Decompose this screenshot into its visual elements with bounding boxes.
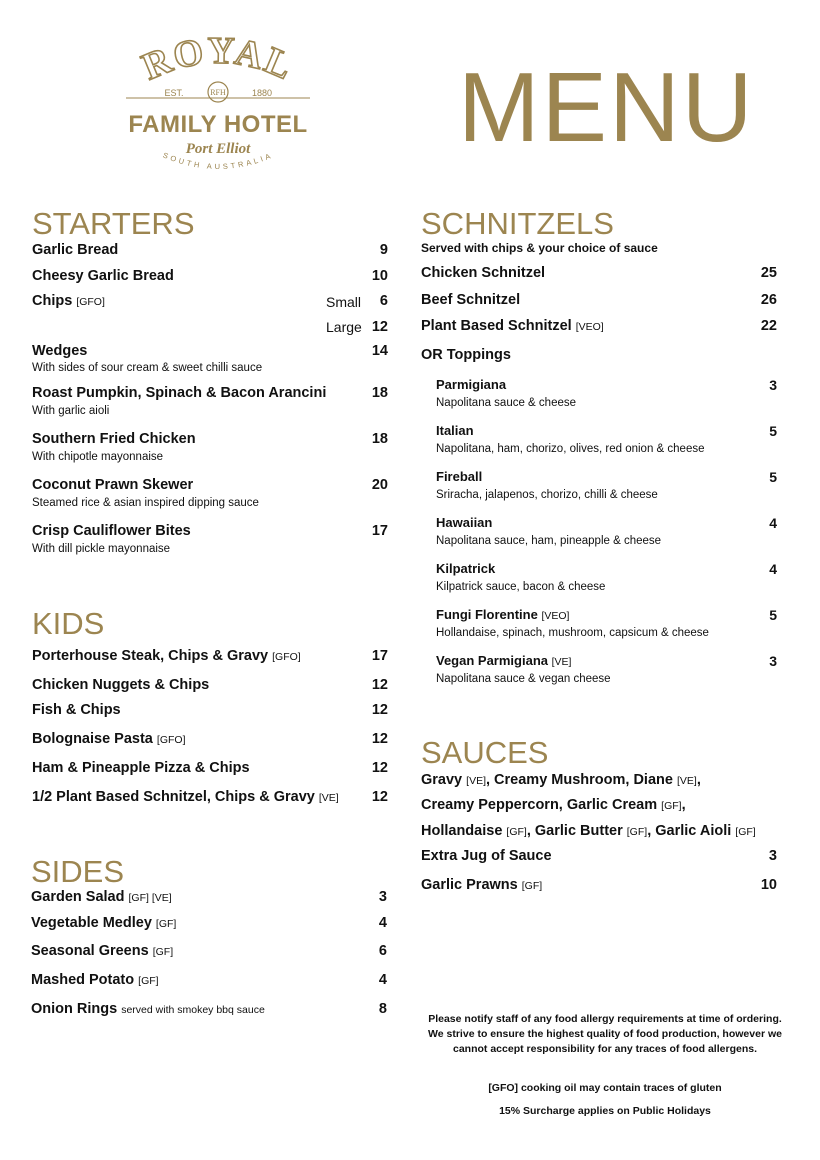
topping-price: 3 xyxy=(769,653,777,669)
toppings-heading: OR Toppings xyxy=(421,347,511,363)
size-label: Small xyxy=(326,294,362,310)
sides-item: Garden Salad [GF] [VE] xyxy=(31,889,172,905)
dietary-tag: [GF] xyxy=(138,975,159,987)
topping-price: 5 xyxy=(769,469,777,485)
sauce-extra-price: 10 xyxy=(760,877,777,893)
topping-price: 5 xyxy=(769,423,777,439)
starter-price: 10 xyxy=(371,268,388,284)
kids-price: 12 xyxy=(371,760,388,776)
svg-text:ROYAL: ROYAL xyxy=(136,36,300,89)
sides-item: Vegetable Medley [GF] xyxy=(31,915,177,931)
dietary-tag: [GFO] xyxy=(76,296,105,308)
starter-price: 18 xyxy=(371,385,388,401)
topping-price: 5 xyxy=(769,607,777,623)
sauce-extra-item: Garlic Prawns [GF] xyxy=(421,877,543,893)
kids-price: 12 xyxy=(371,789,388,805)
allergy-notice: Please notify staff of any food allergy requirements at time of ordering. We strive to ensure the highest quality of food production, however we cannot accept responsibility for any traces of food allergens. xyxy=(428,1013,782,1055)
topping-item: Kilpatrick xyxy=(436,561,496,576)
starter-item: Cheesy Garlic Bread xyxy=(32,268,174,284)
topping-price: 4 xyxy=(769,515,777,531)
svg-text:FAMILY HOTEL: FAMILY HOTEL xyxy=(128,111,308,138)
sides-title: SIDES xyxy=(31,854,125,889)
topping-item: Fungi Florentine [VEO] xyxy=(436,607,570,622)
kids-item: Bolognaise Pasta [GFO] xyxy=(32,731,186,747)
topping-item: Fireball xyxy=(436,469,483,484)
dietary-tag: [VE] xyxy=(318,792,339,804)
sides-price: 3 xyxy=(378,889,387,905)
dietary-tag: [GF] xyxy=(521,880,543,892)
sides-price: 8 xyxy=(378,1001,387,1017)
dietary-tag: [GF] xyxy=(155,918,177,930)
topping-price: 4 xyxy=(769,561,777,577)
starter-item: Southern Fried Chicken xyxy=(32,431,196,447)
starter-price: 6 xyxy=(379,293,388,309)
starter-price: 17 xyxy=(371,523,388,539)
dietary-tag: [GFO] xyxy=(272,651,301,663)
kids-price: 12 xyxy=(371,677,388,693)
topping-description: Sriracha, jalapenos, chorizo, chilli & cheese xyxy=(436,489,658,501)
topping-item: Hawaiian xyxy=(436,515,493,530)
starters-title: STARTERS xyxy=(32,206,195,241)
sauce-extra-item: Extra Jug of Sauce xyxy=(421,848,552,864)
schnitzels-subtitle: Served with chips & your choice of sauce xyxy=(421,241,658,255)
schnitzel-price: 26 xyxy=(760,292,777,308)
starter-description: With sides of sour cream & sweet chilli sauce xyxy=(32,362,263,374)
topping-item: Parmigiana xyxy=(436,377,507,392)
topping-description: Kilpatrick sauce, bacon & cheese xyxy=(436,581,606,593)
menu-title: MENU xyxy=(458,52,755,162)
kids-price: 12 xyxy=(371,702,388,718)
sides-item: Seasonal Greens [GF] xyxy=(31,943,174,959)
sauce-list-line: Gravy [VE], Creamy Mushroom, Diane [VE], xyxy=(421,772,701,788)
topping-description: Napolitana sauce, ham, pineapple & cheese xyxy=(436,535,662,547)
kids-item: 1/2 Plant Based Schnitzel, Chips & Gravy [VE] xyxy=(32,789,339,805)
dietary-tag: [GF] [VE] xyxy=(128,892,172,904)
kids-title: KIDS xyxy=(32,606,105,641)
sides-price: 4 xyxy=(378,972,387,988)
schnitzel-item: Plant Based Schnitzel [VEO] xyxy=(421,318,604,334)
starter-item: Crisp Cauliflower Bites xyxy=(32,523,191,539)
topping-description: Hollandaise, spinach, mushroom, capsicum & cheese xyxy=(436,627,709,639)
starter-price: 14 xyxy=(371,343,388,359)
svg-text:RFH: RFH xyxy=(210,88,226,97)
royal-family-hotel-logo xyxy=(118,36,318,176)
topping-item: Italian xyxy=(436,423,474,438)
starter-item: Chips [GFO] xyxy=(32,293,105,309)
starter-price: 18 xyxy=(371,431,388,447)
gfo-note: [GFO] cooking oil may contain traces of gluten xyxy=(488,1082,722,1094)
dietary-tag: [GF] xyxy=(152,946,174,958)
svg-text:EST.: EST. xyxy=(164,88,184,98)
starter-description: With dill pickle mayonnaise xyxy=(32,543,171,555)
sides-price: 4 xyxy=(378,915,387,931)
dietary-tag: [VE] xyxy=(551,656,572,668)
sauce-extra-price: 3 xyxy=(768,848,777,864)
topping-description: Napolitana sauce & vegan cheese xyxy=(436,673,611,685)
sides-item: Mashed Potato [GF] xyxy=(31,972,159,988)
sauce-list-line: Hollandaise [GF], Garlic Butter [GF], Garlic Aioli [GF] xyxy=(421,823,756,839)
starter-price: 12 xyxy=(371,319,388,335)
sides-price: 6 xyxy=(378,943,387,959)
schnitzel-item: Chicken Schnitzel xyxy=(421,265,546,281)
dietary-tag: [VEO] xyxy=(541,610,570,622)
dietary-tag: [GFO] xyxy=(156,734,186,746)
topping-description: Napolitana, ham, chorizo, olives, red onion & cheese xyxy=(436,443,705,455)
svg-text:1880: 1880 xyxy=(251,88,273,98)
sauce-list-line: Creamy Peppercorn, Garlic Cream [GF], xyxy=(421,797,686,813)
kids-item: Chicken Nuggets & Chips xyxy=(32,677,210,693)
topping-price: 3 xyxy=(769,377,777,393)
starter-price: 9 xyxy=(379,242,388,258)
starter-description: With garlic aioli xyxy=(32,405,110,417)
kids-item: Fish & Chips xyxy=(32,702,121,718)
schnitzels-title: SCHNITZELS xyxy=(421,206,614,241)
svg-text:SOUTH AUSTRALIA: SOUTH AUSTRALIA xyxy=(161,150,275,172)
starter-item: Roast Pumpkin, Spinach & Bacon Arancini xyxy=(32,385,327,401)
dietary-tag: [VEO] xyxy=(575,321,604,333)
kids-item: Ham & Pineapple Pizza & Chips xyxy=(32,760,250,776)
starter-price: 20 xyxy=(371,477,388,493)
starter-item: Wedges xyxy=(32,343,88,359)
starter-item: Garlic Bread xyxy=(32,242,119,258)
topping-description: Napolitana sauce & cheese xyxy=(436,397,577,409)
sauces-title: SAUCES xyxy=(421,735,549,770)
kids-item: Porterhouse Steak, Chips & Gravy [GFO] xyxy=(32,648,301,664)
starter-description: Steamed rice & asian inspired dipping sauce xyxy=(32,497,259,509)
schnitzel-price: 22 xyxy=(760,318,777,334)
sides-item: Onion Rings served with smokey bbq sauce xyxy=(31,1001,265,1017)
starter-description: With chipotle mayonnaise xyxy=(32,451,164,463)
kids-price: 17 xyxy=(371,648,388,664)
size-label: Large xyxy=(326,319,362,335)
svg-text:Port Elliot: Port Elliot xyxy=(185,141,251,157)
topping-item: Vegan Parmigiana [VE] xyxy=(436,653,572,668)
schnitzel-item: Beef Schnitzel xyxy=(421,292,521,308)
schnitzel-price: 25 xyxy=(760,265,777,281)
starter-item: Coconut Prawn Skewer xyxy=(32,477,194,493)
kids-price: 12 xyxy=(371,731,388,747)
side-note: served with smokey bbq sauce xyxy=(121,1004,265,1016)
surcharge-note: 15% Surcharge applies on Public Holidays xyxy=(499,1105,711,1117)
